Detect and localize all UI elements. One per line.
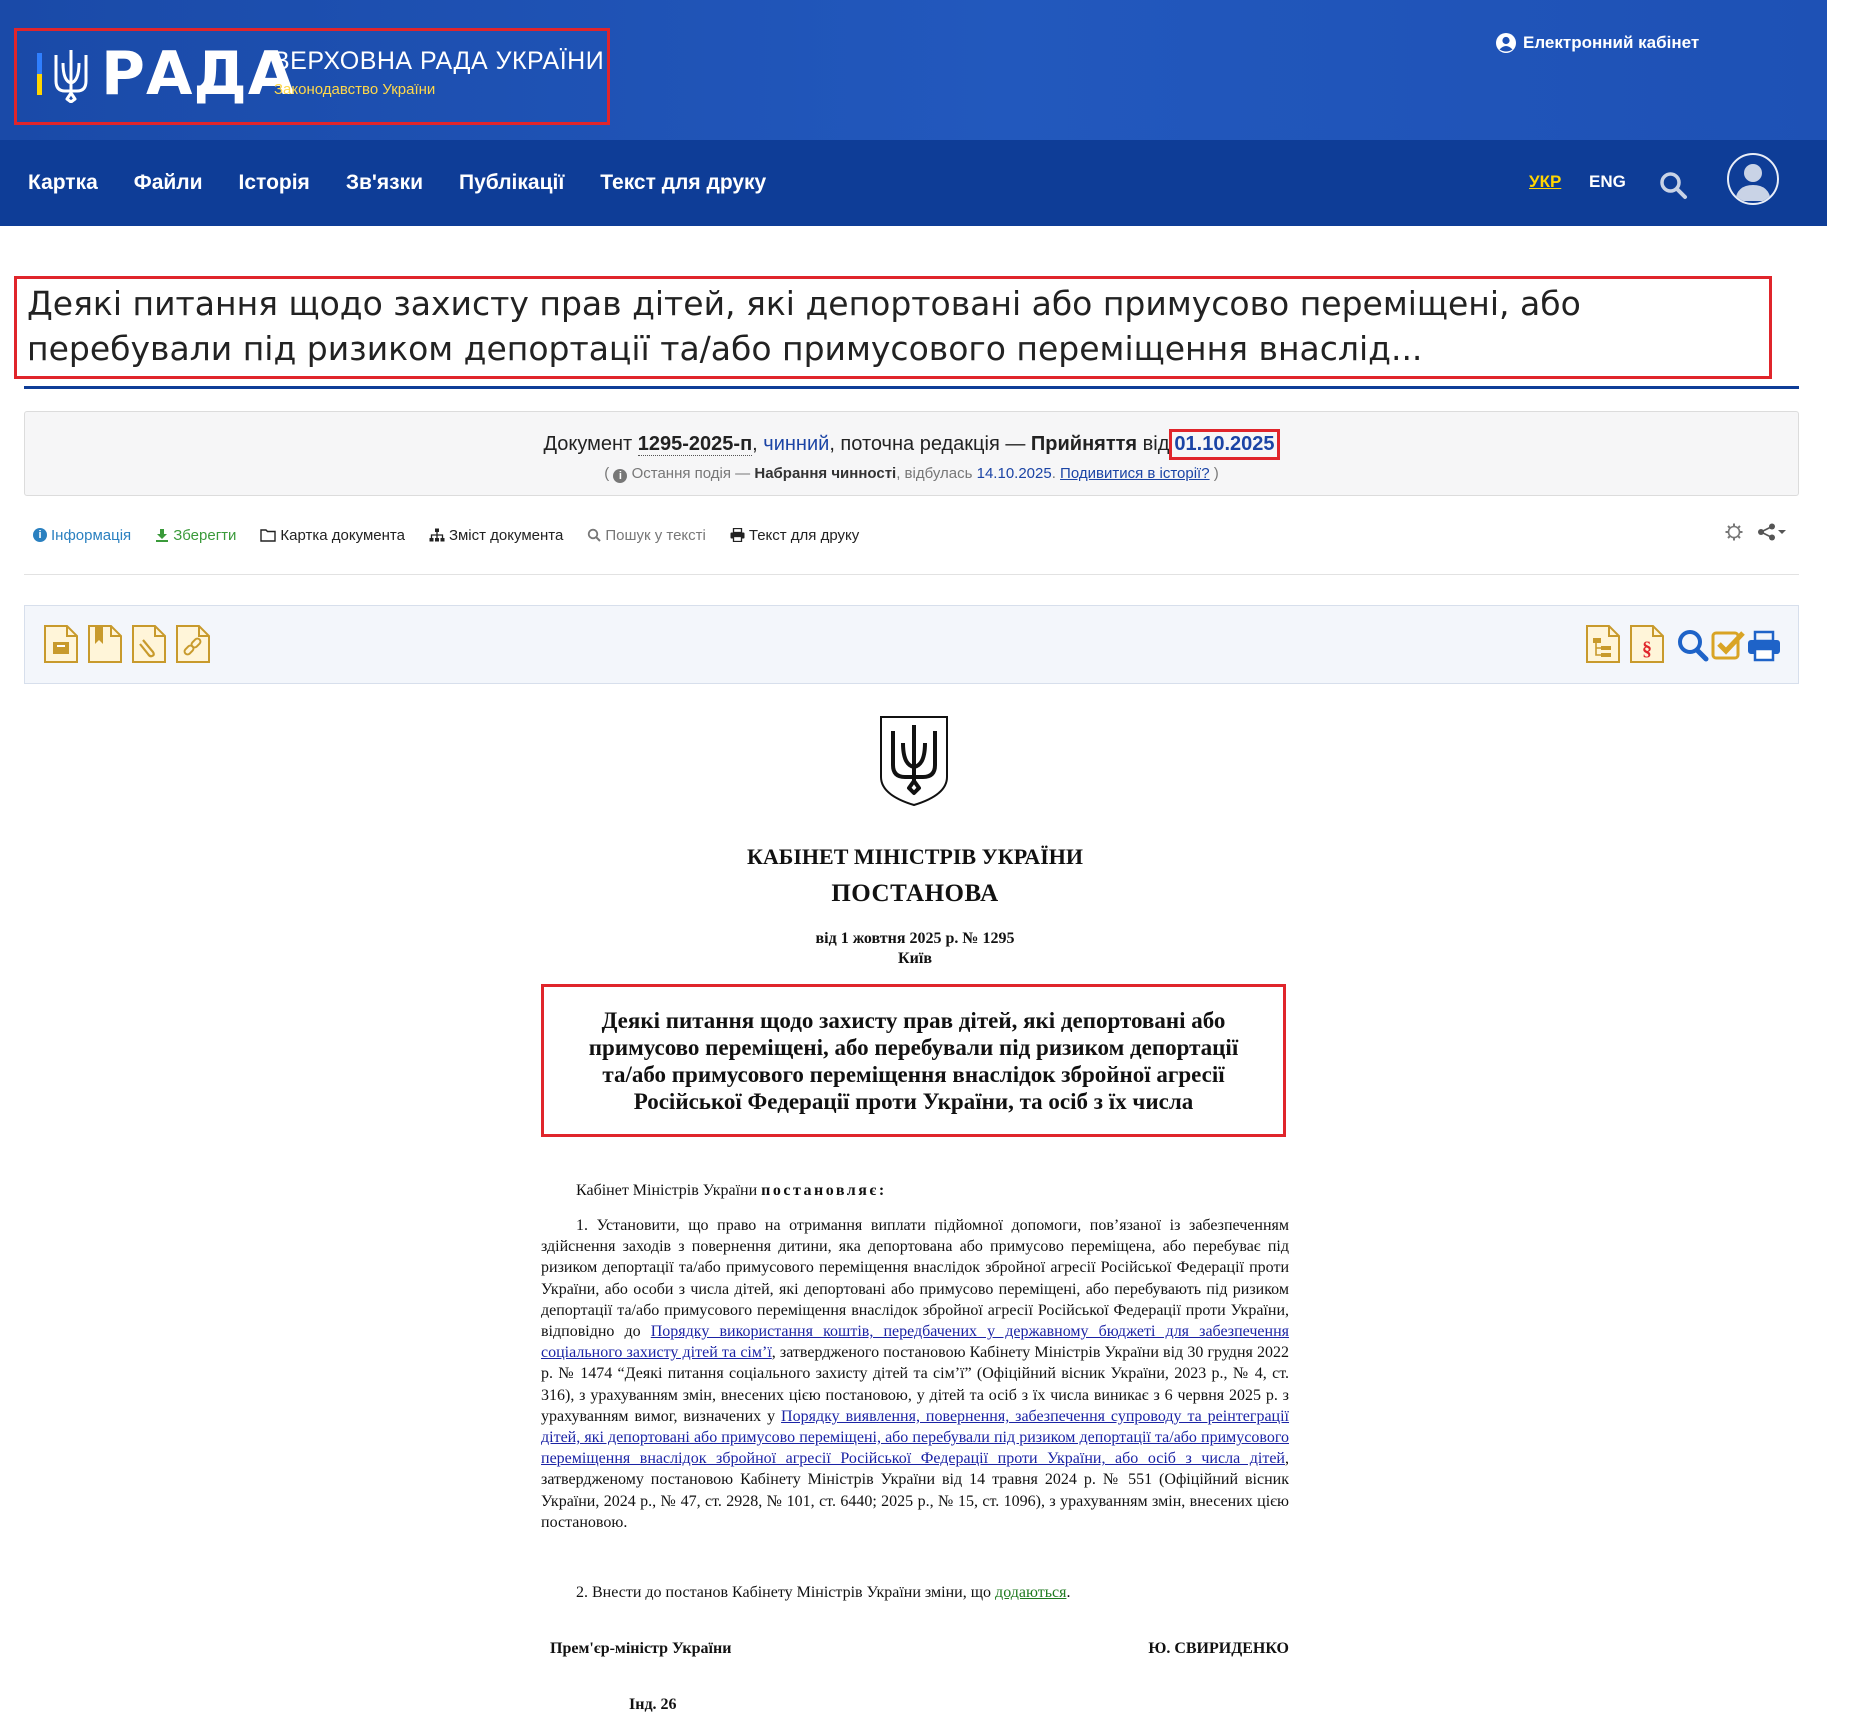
tab-save[interactable] xyxy=(155,527,236,544)
preamble: Кабінет Міністрів України постановляє: xyxy=(576,1182,887,1199)
document-tabs xyxy=(33,523,883,547)
info-icon: i xyxy=(33,528,47,542)
signatory-position: Прем'єр-міністр України xyxy=(550,1640,732,1657)
search-icon[interactable] xyxy=(1658,170,1688,200)
adoption-label: Прийняття xyxy=(1030,433,1138,455)
document-index: Інд. 26 xyxy=(629,1696,677,1713)
user-circle-icon xyxy=(1495,32,1517,54)
download-icon xyxy=(155,528,169,542)
printer-icon xyxy=(730,528,745,542)
tab-information[interactable] xyxy=(33,527,131,544)
avatar-icon xyxy=(1729,155,1777,203)
folder-icon xyxy=(260,528,276,542)
page-title: Деякі питання щодо захисту прав дітей, які депортовані або примусово переміщені, або перебували під ризиком депортації та/або примусового переміщення внаслід... xyxy=(27,284,1581,368)
paragraph-2: 2. Внести до постанов Кабінету Міністрів України зміни, що додаються. xyxy=(576,1584,1071,1601)
status-line: Документ 1295-2025-п, чинний, поточна редакція — Прийняття від 01.10.2025 xyxy=(25,429,1798,460)
tab-print-text[interactable] xyxy=(730,527,859,544)
edition-text: , поточна редакція — xyxy=(829,433,1026,455)
flag-icon xyxy=(37,53,42,95)
logo-subtitle: Законодавство України xyxy=(274,81,436,98)
tab-card-label: Картка документа xyxy=(280,526,405,544)
preamble-verb: постановляє: xyxy=(761,1182,887,1199)
site-logo[interactable] xyxy=(14,28,610,125)
logo-title: ВЕРХОВНА РАДА УКРАЇНИ xyxy=(273,47,605,75)
adoption-date[interactable]: 01.10.2025 xyxy=(1169,429,1279,460)
tab-search-text[interactable] xyxy=(587,527,706,544)
bookmark-doc-icon[interactable] xyxy=(87,624,123,664)
nav-item-history[interactable]: Історія xyxy=(238,171,310,194)
search-doc-icon[interactable] xyxy=(1675,624,1711,664)
info-circle-icon: i xyxy=(613,469,627,483)
tab-save-label: Зберегти xyxy=(173,526,237,544)
tab-document-contents[interactable] xyxy=(429,527,563,544)
nav-item-card[interactable]: Картка xyxy=(28,171,98,194)
lang-eng-link[interactable]: ENG xyxy=(1589,172,1626,191)
lang-ukr-link[interactable]: УКР xyxy=(1529,172,1562,191)
amendments-link[interactable]: додаються xyxy=(995,1584,1067,1601)
doc-state[interactable]: чинний xyxy=(763,433,830,455)
paragraph-1: 1. Установити, що право на отримання виплати підйомної допомоги, пов’язаної із забезпеченням здійснення заходів з повернення дитини, яка депортована або примусово переміщена, або перебуває під ризиком депортації та/або примусового переміщення внаслідок збройної агресії Російської Федерації проти України, або особи з числа дітей, які депортовані або примусово переміщені, або перебувають під ризиком депортації та/або примусового переміщення внаслідок збройної агресії Російської Федерації проти України, відповідно до Порядку використання коштів, передбачених у державному бюджеті для забезпечення соціального захисту дітей та сім’ї, затвердженого постановою Кабінету Міністрів України від 30 грудня 2022 р. № 1474 “Деякі питання соціального захисту дітей та сім’ї” (Офіційний вісник України, 2023 р., № 4, ст. 316), з урахуванням змін, внесених цією постановою, у дітей та осіб з їх числа виникає з 6 червня 2025 р. з урахуванням вимог, визначених у Порядку виявлення, повернення, забезпечення супроводу та реінтеграції дітей, які депортовані або примусово переміщені, або перебували під ризиком депортації та/або примусового переміщення внаслідок збройної агресії Російської Федерації проти України, або осіб з числа дітей, затвердженому постановою Кабінету Міністрів України від 14 травня 2024 р. № 551 (Офіційний вісник України, 2024 р., № 47, ст. 2928, № 101, ст. 6440; 2025 р., № 15, ст. 1096), з урахуванням змін, внесених цією постановою. xyxy=(541,1217,1290,1531)
last-event: Набрання чинності xyxy=(754,465,897,482)
link-doc-icon[interactable] xyxy=(175,624,211,664)
document-status-panel xyxy=(24,411,1799,496)
order-link-1474[interactable]: Порядку використання коштів, передбачених у державному бюджеті для забезпечення соціального захисту дітей та сім’ї xyxy=(541,1323,1290,1362)
share-icon[interactable] xyxy=(1757,523,1787,541)
nav-menu xyxy=(28,140,802,226)
coat-of-arms-icon xyxy=(879,715,949,807)
archive-doc-icon[interactable] xyxy=(43,624,79,664)
tab-contents-label: Зміст документа xyxy=(448,526,564,544)
document-kind: ПОСТАНОВА xyxy=(831,880,999,907)
nav-item-files[interactable]: Файли xyxy=(133,171,203,194)
last-event-label: Остання подія — xyxy=(631,465,751,482)
print-doc-icon[interactable] xyxy=(1746,624,1782,664)
paragraph-doc-icon[interactable] xyxy=(1629,624,1665,664)
document-title-box xyxy=(541,984,1286,1137)
nav-item-print-text[interactable]: Текст для друку xyxy=(600,171,767,194)
issuing-authority: КАБІНЕТ МІНІСТРІВ УКРАЇНИ xyxy=(746,844,1084,869)
cabinet-label: Електронний кабінет xyxy=(1523,33,1700,52)
doc-prefix: Документ xyxy=(543,433,633,455)
attachment-doc-icon[interactable] xyxy=(131,624,167,664)
order-link-551[interactable]: Порядку виявлення, повернення, забезпечення супроводу та реінтеграції дітей, які депортовані або примусово переміщені, або перебували під ризиком депортації та/або примусового переміщення внаслідок збройної агресії Російської Федерації проти України, або осіб з числа дітей xyxy=(541,1407,1290,1468)
from-label: від xyxy=(1142,433,1170,455)
trident-icon xyxy=(51,47,91,103)
document-city: Київ xyxy=(898,950,932,967)
site-header xyxy=(0,0,1827,140)
last-event-date: 14.10.2025 xyxy=(976,465,1052,482)
checkmark-icon[interactable] xyxy=(1710,624,1746,664)
magnifier-icon xyxy=(587,528,601,542)
tab-search-label: Пошук у тексті xyxy=(605,526,706,544)
nav-item-links[interactable]: Зв'язки xyxy=(345,171,423,194)
title-divider xyxy=(24,386,1799,389)
signatory-name: Ю. СВИРИДЕНКО xyxy=(1148,1640,1289,1657)
structure-doc-icon[interactable] xyxy=(1585,624,1621,664)
last-event-line: ( i Остання подія — Набрання чинності, відбулась 14.10.2025. Подивитися в історії? ) xyxy=(604,465,1219,482)
sitemap-icon xyxy=(429,528,445,542)
user-avatar-button[interactable] xyxy=(1727,153,1779,205)
logo-wordmark: РАДА xyxy=(101,39,296,109)
doc-number[interactable]: 1295-2025-п xyxy=(637,433,753,455)
cabinet-link[interactable] xyxy=(1495,30,1699,56)
document-date-number: від 1 жовтня 2025 р. № 1295 xyxy=(815,930,1015,947)
document-title: Деякі питання щодо захисту прав дітей, які депортовані або примусово переміщені, або перебували під ризиком депортації та/або примусового переміщення внаслідок збройної агресії Російської Федерації проти України, та осіб з їх числа xyxy=(588,1008,1239,1114)
tab-information-label: Інформація xyxy=(51,526,132,544)
tab-document-card[interactable] xyxy=(260,527,405,544)
history-link[interactable]: Подивитися в історії? xyxy=(1060,465,1210,482)
nav-item-publications[interactable]: Публікації xyxy=(458,171,565,194)
happened-label: , відбулась xyxy=(896,465,973,482)
svg-text:§: § xyxy=(1642,638,1652,660)
tab-print-label: Текст для друку xyxy=(748,526,860,544)
settings-icon[interactable] xyxy=(1725,523,1743,541)
tabs-divider xyxy=(24,574,1799,575)
page-title-box xyxy=(14,276,1772,379)
tab-tools xyxy=(1725,523,1787,541)
document-toolbar xyxy=(24,605,1799,684)
